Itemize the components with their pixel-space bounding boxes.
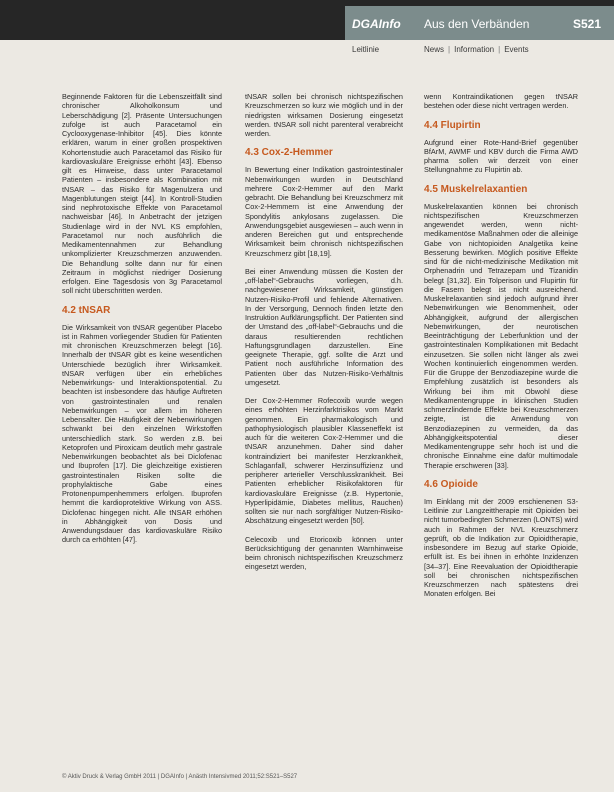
nav-links — [424, 45, 529, 54]
paragraph: Bei einer Anwendung müssen die Kosten der „off-label“-Gebrauchs vorliegen, d.h. nachgewiesener Wirksamkeit, günstigen Nutzen-Risiko-Profil und fehlende Alternativen. In der Versorgung, Dennoch finden letzte den Instruktion Aufklärungspflicht. Der Patienten sind der Umstand des „off-label“-Gebrauchs und die daraus resultierenden rechtlichen Haftungsgrundlagen darzustellen. Eine geeignete Therapie, ggf. sollte die Arzt und Patient noch ausführliche Information des Patienten über das Nutzen-Risiko-Verhältnis umgesetzt. — [245, 266, 403, 387]
heading-opioide: 4.6 Opioide — [424, 478, 478, 490]
paragraph: Muskelrelaxantien können bei chronisch nichtspezifischen Kreuzschmerzen angewendet werden, wenn nicht-medikamentöse Maßnahmen oder die alleinige Gabe von nichtopioiden Analgetika keine Besserung bewirken. Möglich positive Effekte sind für die nicht-medizinische Medikation mit Orphenadrin und Tetrazepam und Tizanidin belegt [31,32]. Ein Tolperison und Flupirtin für die Fasern belegt ist nicht ausreichend. Muskelrelaxantien sind jedoch aufgrund ihrer Nebenwirkungen wie Benommenheit, oder Abhängigkeit, aufgrund der allergischen Nebenwirkungen, der neurotischen Beeinträchtigung der Leberfunktion und der gastrointestinalen Komplikationen mit Bedacht einzusetzen. Sie sollen nicht länger als zwei Wochen kontinuierlich eingenommen werden. Für die Gruppe der Benzodiazepine wurde die Empfehlung zusätzlich ist besonders als Wirkung bei ihm mit Obwohl diese Medikamentengruppe in klinischen Studien schmerzlindernde Effekte bei Kreuzschmerzen zeigte, ist die Anwendung von Benzodiazepinen zu vermeiden, da das Abhängigkeitspotential dieser Medikamentengruppe sehr hoch ist und die chronische Einnahme eine dafür multimodale Therapie erschweren [33]. — [424, 201, 578, 470]
paragraph: tNSAR sollen bei chronisch nichtspezifischen Kreuzschmerzen so kurz wie möglich und in der niedrigsten wirksamen Dosierung eingesetzt werden. tNSAR soll nicht parenteral verabreicht werden. — [245, 92, 403, 138]
heading-muskelrelaxantien: 4.5 Muskelrelaxantien — [424, 183, 528, 195]
page-number: S521 — [573, 17, 602, 31]
paragraph: Aufgrund einer Rote-Hand-Brief gegenüber BfArM, AWMF und KBV durch die Firma AWD pharma sollen wir derzeit von einer Stellungnahme zu Flupirtin ab. — [424, 137, 578, 175]
page-footer: © Aktiv Druck & Verlag GmbH 2011 | DGAInfo | Anästh Intensivmed 2011;52:S521–S527 — [62, 774, 298, 780]
header-bar — [0, 0, 614, 40]
paragraph: Im Einklang mit der 2009 erschienenen S3-Leitlinie zur Langzeittherapie mit Opioiden bei nicht tumorbedingten Schmerzen (LONTS) wird auch in Rahmen der NVL Kreuzschmerz geprüft, ob die Indikation zur Opioidtherapie, insbesondere im Bezug auf starke Opioide, erfüllt ist. Es bei ihnen in erhöhte Inzidenzen [34–37]. Eine Reevaluation der Opioidtherapie soll bei chronischen nichtspezifischen Kreuzschmerzen nach spätestens drei Monaten erfolgen. Bei — [424, 496, 578, 599]
paragraph: Beginnende Faktoren für die Lebenszeitfällt sind chronischer Alkoholkonsum und Leberschädigung [2]. Präsente Untersuchungen zufolge ist auch Paracetamol ein Cyclooxygenase-Inhibitor [45]. Dies könnte erklären, warum in einer großen prospektiven Kohortenstudie auch Paracetamol das Risiko für kardiovaskuläre Ereignisse erhöht [43]. Ebenso gilt es Hinweise, dass unter Paracetamol Patienten – insbesondere als Kombination mit tNSAR – das Risiko für Magenulzera und Magenblutungen steigt [44]. In Kontroll-Studien sind nephrotoxische Effekte von Paracetamol nachweisbar [46]. In Anbetracht der jetzigen Studienlage wird in der NVL KS empfohlen, Paracetamol nur noch ausführlich die Medikamentennahmen zur Behandlung unkomplizierter Kreuzschmerzen anzuwenden. Die Behandlung sollte dann nur für einen Zeitraum in möglichst niedriger Dosierung erfolgen. Eine Tagesdosis von 3g Paracetamol soll nicht überschritten werden. — [62, 92, 222, 296]
nav-separator: | — [498, 45, 501, 54]
paragraph: In Bewertung einer Indikation gastrointestinaler Nebenwirkungen wurden in Deutschland mehrere Cox-2-Hemmer auf den Markt gebracht. Die Behandlung bei Kreuzschmerz mit Cox-2-Hemmern ist eine Anwendung der Spondylitis ankylosans zugelassen. Die Anwendungsgebiet ausgewiesen – auch wenn in anderen Bereichen gut und entsprechende Wirksamkeit beim chronisch nichtspezifischen Kreuzschmerz gibt [18,19]. — [245, 165, 403, 258]
nav-events[interactable]: Events — [504, 45, 529, 54]
paragraph: wenn Kontraindikationen gegen tNSAR bestehen oder diese nicht vertragen werden. — [424, 92, 578, 111]
text-column-3 — [424, 92, 578, 608]
heading-flupirtin: 4.4 Flupirtin — [424, 119, 481, 131]
section-title: Aus den Verbänden — [424, 17, 530, 31]
text-column-2 — [245, 92, 403, 581]
paragraph: Die Wirksamkeit von tNSAR gegenüber Placebo ist in Rahmen vorliegender Studien für Patienten mit chronischen Kreuzschmerzen belegt [16]. Innerhalb der tNSAR gibt es keine wesentlichen Unterschiede bezüglich ihrer Wirksamkeit. tNSAR verfügen über ein erhebliches Nebenwirkungs- und Interaktionspotential. Zu beachten ist insbesondere das häufige Auftreten von gastrointestinalen und renalen Nebenwirkungen – vor allem im höheren Lebensalter. Die Häufigkeit der Nebenwirkungen schwankt bei den einzelnen Wirkstoffen unterschiedlich stark. So werden z.B. bei Ketoprofen und Piroxicam deutlich mehr gastrale Nebenwirkungen beobachtet als bei Diclofenac und Ibuprofen [17]. Die gleichzeitige existieren gastrointestinalen Risiken sollte die prophylaktische Gabe eines Protonenpumpenhemmers erfolgen. Ibuprofen hemmt die kardioprotektive Wirkung von ASS. Diclofenac hingegen nicht. Alle tNSAR erhöhen in Abhängigkeit von Dosis und Anwendungsdauer das kardiovaskuläre Risiko durch ca erhöhten [47]. — [62, 322, 222, 545]
nav-news[interactable]: News — [424, 45, 445, 54]
text-column-1 — [62, 92, 222, 554]
heading-tnsar: 4.2 tNSAR — [62, 304, 111, 316]
section-nav — [0, 45, 614, 59]
nav-leitlinie[interactable]: Leitlinie — [352, 45, 380, 54]
nav-separator: | — [448, 45, 451, 54]
nav-information[interactable]: Information — [454, 45, 495, 54]
paragraph: Der Cox-2-Hemmer Rofecoxib wurde wegen eines erhöhten Herzinfarktrisikos vom Markt genommen. Ein pharmakologisch und pathophysiologisch plausibler Klasseneffekt ist auch für die weiteren Cox-2-Hemmer und die tNSAR anzunehmen. Daher sind daher kontraindiziert bei manifester Herzkrankheit, Schlaganfall, schwerer Herzinsuffizienz und peripherer arterieller Verschlusskrankheit. Bei Patienten erheblicher Risikofaktoren für kardiovaskuläre Ereignisse (z.B. Hypertonie, Hyperlipidämie, Diabetes mellitus, Rauchen) sollten sie nur nach sorgfältiger Nutzen-Risiko-Abschätzung eingesetzt werden [50]. — [245, 396, 403, 526]
heading-cox2: 4.3 Cox-2-Hemmer — [245, 147, 333, 159]
paragraph: Celecoxib und Etoricoxib können unter Berücksichtigung der genannten Warnhinweise beim chronisch nichtspezifischen Kreuzschmerz eingesetzt werden, — [245, 534, 403, 572]
journal-name: DGAInfo — [352, 17, 401, 31]
